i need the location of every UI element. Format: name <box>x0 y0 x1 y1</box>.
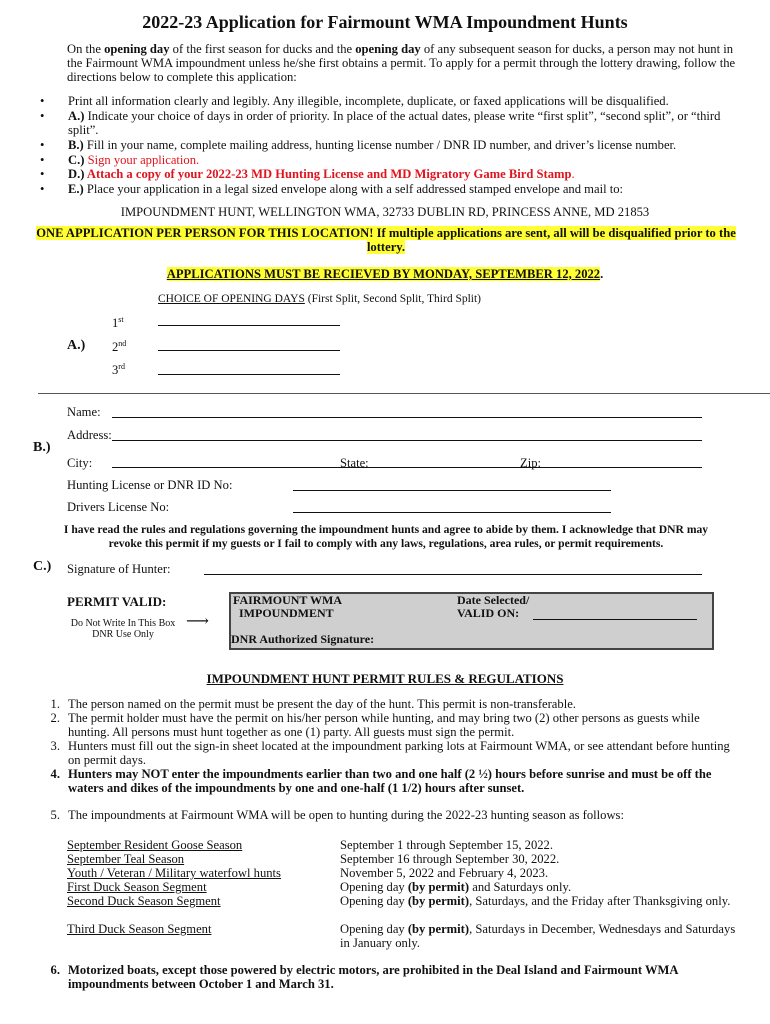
section-c-label: C.) <box>33 559 52 574</box>
hunting-license-field[interactable] <box>293 490 611 491</box>
drivers-license-field[interactable] <box>293 512 611 513</box>
instruction-bullet-d: • D.) Attach a copy of your 2022-23 MD Hunting License and MD Migratory Game Bird Stamp. <box>40 167 575 181</box>
dnr-use-note: Do Not Write In This Box DNR Use Only <box>70 618 176 640</box>
choice-2-label: 2nd <box>112 339 127 355</box>
season-dates: September 1 through September 15, 2022. <box>340 838 554 852</box>
address-field[interactable] <box>112 440 702 441</box>
season-name: Third Duck Season Segment <box>67 922 212 936</box>
season-name: First Duck Season Segment <box>67 880 207 894</box>
season-dates: Opening day (by permit) and Saturdays only. <box>340 880 572 894</box>
permit-box-title: FAIRMOUNT WMA IMPOUNDMENT <box>233 593 342 620</box>
rules-heading: IMPOUNDMENT HUNT PERMIT RULES & REGULATIONS <box>206 671 564 686</box>
instruction-bullet-a: • A.) Indicate your choice of days in order of priority. In place of the actual dates, please write “first split”, “second split”, or “third split”. <box>40 109 721 137</box>
dnr-permit-box <box>229 592 714 650</box>
mailing-address: IMPOUNDMENT HUNT, WELLINGTON WMA, 32733 DUBLIN RD, PRINCESS ANNE, MD 21853 <box>120 205 650 219</box>
season-name: Youth / Veteran / Military waterfowl hunts <box>67 866 281 880</box>
choice-1-label: 1st <box>112 315 124 331</box>
choice-3-line[interactable] <box>158 374 340 375</box>
drivers-license-label: Drivers License No: <box>67 500 170 514</box>
season-name: September Resident Goose Season <box>67 838 243 852</box>
instruction-bullet: • Print all information clearly and legibly. Any illegible, incomplete, duplicate, or faxed applications will be disqualified. <box>40 94 669 108</box>
season-name: Second Duck Season Segment <box>67 894 221 908</box>
choice-3-label: 3rd <box>112 362 125 378</box>
state-label: State: <box>340 456 369 470</box>
arrow-right-icon: ⟶ <box>186 613 209 630</box>
section-divider <box>38 393 770 394</box>
hunting-license-label: Hunting License or DNR ID No: <box>67 478 233 492</box>
section-b-label: B.) <box>33 440 51 455</box>
section-a-label: A.) <box>67 338 86 353</box>
season-name: September Teal Season <box>67 852 185 866</box>
season-dates: September 16 through September 30, 2022. <box>340 852 560 866</box>
dnr-signature-label: DNR Authorized Signature: <box>231 632 375 646</box>
valid-on-field[interactable] <box>533 619 697 620</box>
instruction-bullet-b: • B.) Fill in your name, complete mailing address, hunting license number / DNR ID number, and driver’s license number. <box>40 138 677 152</box>
signature-label: Signature of Hunter: <box>67 562 171 576</box>
instruction-bullet-c: • C.) Sign your application. <box>40 153 200 167</box>
agreement-statement: I have read the rules and regulations governing the impoundment hunts and agree to abide by them. I acknowledge that DNR may revoke this permit if my guests or I fail to comply with any laws, regulations, area rules, or permit requirements. <box>63 523 709 550</box>
city-label: City: <box>67 456 93 470</box>
page-title: 2022-23 Application for Fairmount WMA Impoundment Hunts <box>142 12 628 32</box>
season-dates: November 5, 2022 and February 4, 2023. <box>340 866 549 880</box>
zip-label: Zip: <box>520 456 541 470</box>
signature-field[interactable] <box>204 574 702 575</box>
rule-item: 4. Hunters may NOT enter the impoundments earlier than two and one half (2 ½) hours before sunrise and must be off the waters and dikes of the impoundments by one and one-half (1 1/2) hours after sunset. <box>50 767 712 795</box>
rule-item: 1. The person named on the permit must be present the day of the hunt. This permit is non-transferable. <box>50 697 576 711</box>
rule-item: 6. Motorized boats, except those powered by electric motors, are prohibited in the Deal Island and Fairmount WMA impoundments between October 1 and March 31. <box>50 963 678 991</box>
rule-item: 3. Hunters must fill out the sign-in sheet located at the impoundment parking lots at Fairmount WMA, or see attendant before hunting on permit days. <box>50 739 730 767</box>
name-label: Name: <box>67 405 101 419</box>
rule-item: 2. The permit holder must have the permit on his/her person while hunting, and may bring two (2) other persons as guests while hunting. All persons must hunt together as one (1) party. All guests must sign the permit. <box>50 711 700 739</box>
instruction-bullet-e: • E.) Place your application in a legal sized envelope along with a self addressed stamped envelope and mail to: <box>40 182 624 196</box>
deadline-notice: APPLICATIONS MUST BE RECIEVED BY MONDAY, SEPTEMBER 12, 2022. <box>166 267 604 281</box>
intro-paragraph: On the opening day of the first season for ducks and the opening day of any subsequent season for ducks, a person may not hunt in the Fairmount WMA impoundment unless he/she first obtains a permit. To apply for a permit through the lottery drawing, follow the directions below to complete this application: <box>67 42 736 84</box>
one-application-notice: ONE APPLICATION PER PERSON FOR THIS LOCATION! If multiple applications are sent, all will be disqualified prior to the lottery. <box>36 226 736 254</box>
choice-of-days-heading: CHOICE OF OPENING DAYS (First Split, Second Split, Third Split) <box>158 293 481 305</box>
date-selected-label: Date Selected/ VALID ON: <box>457 593 530 620</box>
address-label: Address: <box>67 428 112 442</box>
city-state-zip-field[interactable] <box>112 467 702 468</box>
season-dates: Opening day (by permit), Saturdays in December, Wednesdays and Saturdays in January only. <box>340 922 736 950</box>
rule-item: 5. The impoundments at Fairmount WMA will be open to hunting during the 2022-23 hunting season as follows: <box>50 808 624 822</box>
permit-valid-label: PERMIT VALID: <box>67 594 167 609</box>
choice-2-line[interactable] <box>158 350 340 351</box>
choice-1-line[interactable] <box>158 325 340 326</box>
season-dates: Opening day (by permit), Saturdays, and the Friday after Thanksgiving only. <box>340 894 731 908</box>
name-field[interactable] <box>112 417 702 418</box>
